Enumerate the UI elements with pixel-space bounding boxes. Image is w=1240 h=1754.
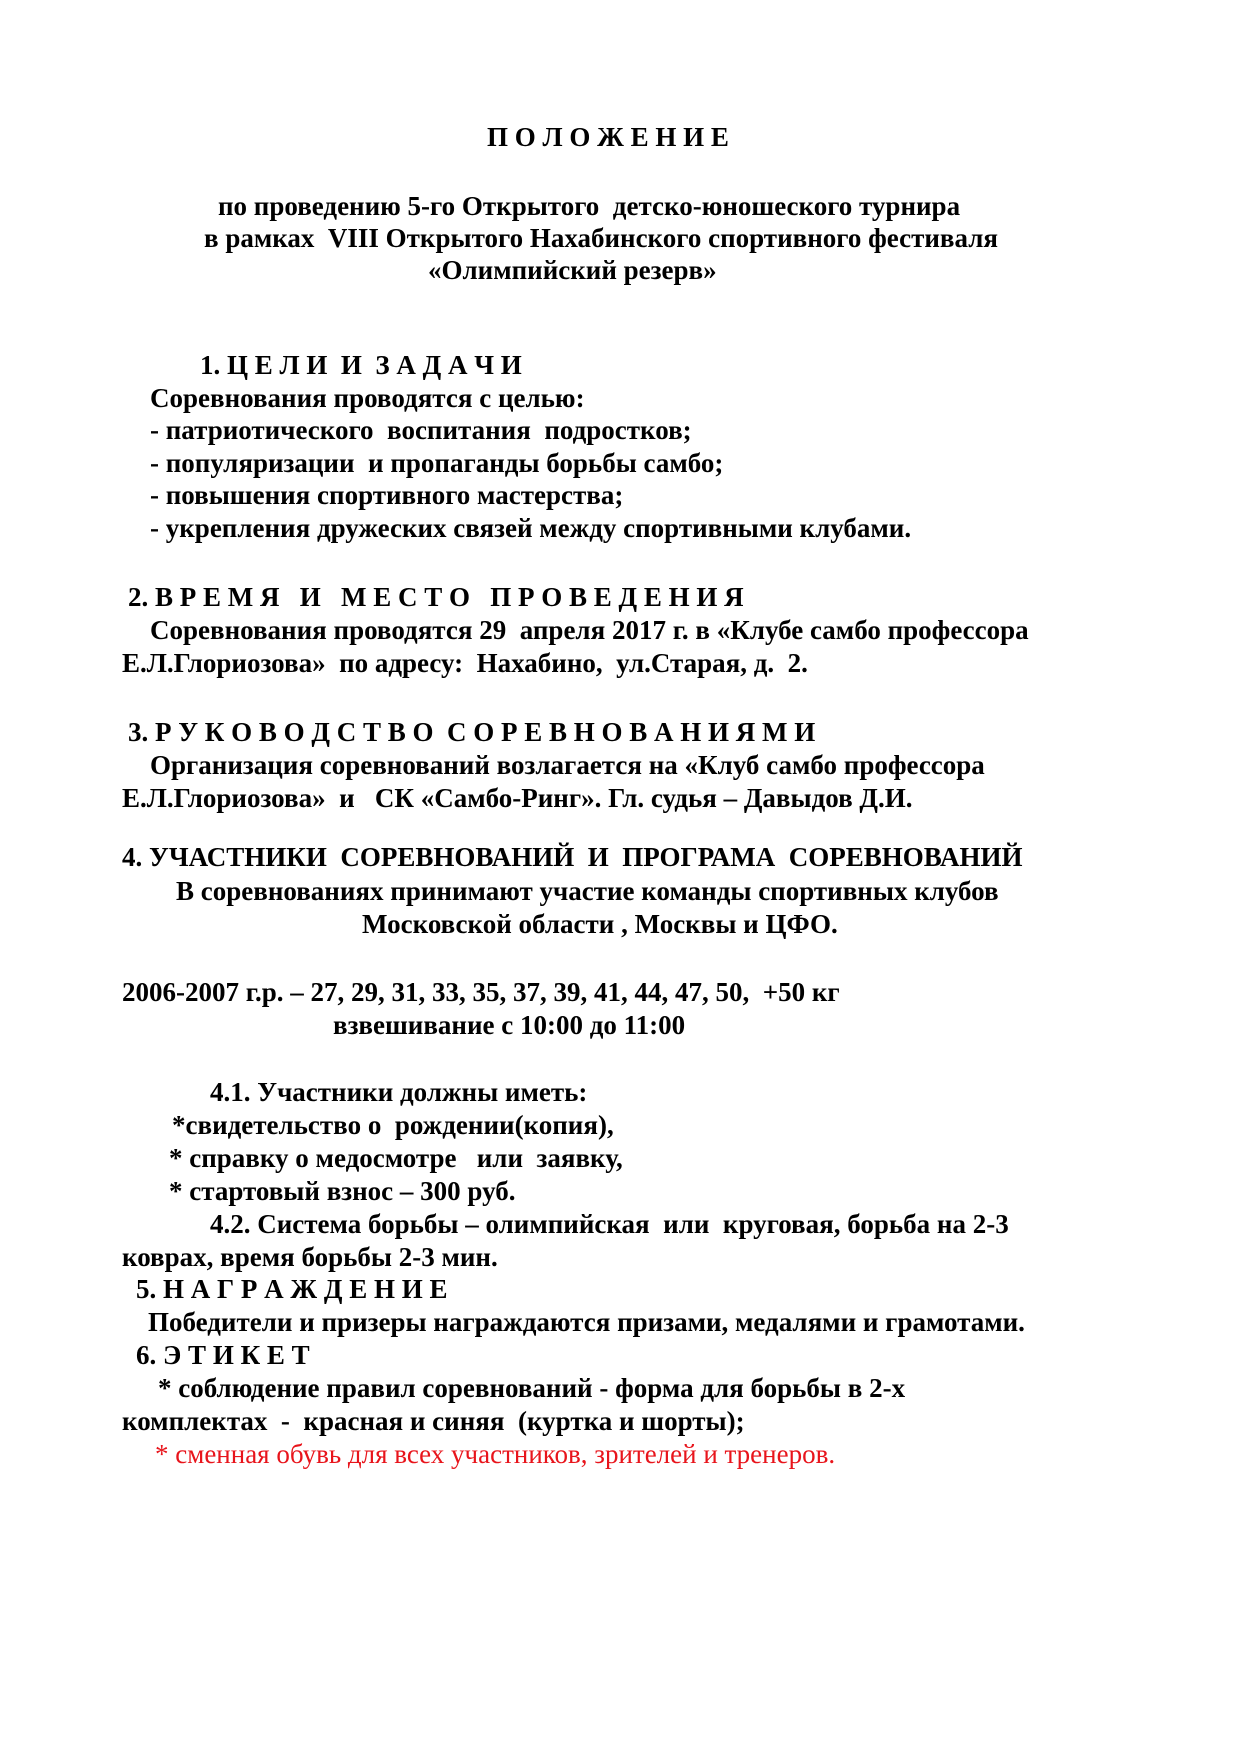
section-3-line: Организация соревнований возлагается на «Клуб самбо профессора [150,750,985,780]
section-2-line: Е.Л.Глориозова» по адресу: Нахабино, ул.Старая, д. 2. [122,648,808,678]
section-1-heading: 1. Ц Е Л И И З А Д А Ч И [200,350,522,380]
section-5-heading: 5. Н А Г Р А Ж Д Е Н И Е [136,1274,448,1304]
section-1-line: - укрепления дружеских связей между спортивными клубами. [150,513,912,543]
footwear-note: * сменная обувь для всех участников, зрителей и тренеров. [155,1439,836,1469]
section-3-line: Е.Л.Глориозова» и СК «Самбо-Ринг». Гл. судья – Давыдов Д.И. [122,783,913,813]
document-title: П О Л О Ж Е Н И Е [487,122,729,152]
subtitle-line-2: в рамках VIII Открытого Нахабинского спортивного фестиваля [204,223,998,253]
section-2-heading: 2. В Р Е М Я И М Е С Т О П Р О В Е Д Е Н И Я [128,582,744,612]
section-1-line: - патриотического воспитания подростков; [150,415,692,445]
section-6-heading: 6. Э Т И К Е Т [136,1340,310,1370]
section-5-line: Победители и призеры награждаются призами, медалями и грамотами. [148,1307,1025,1337]
section-6-line: комплектах - красная и синяя (куртка и шорты); [122,1406,745,1436]
program-weights: 2006-2007 г.р. – 27, 29, 31, 33, 35, 37, 39, 41, 44, 47, 50, +50 кг [122,977,840,1007]
section-3-heading: 3. Р У К О В О Д С Т В О С О Р Е В Н О В А Н И Я М И [128,717,816,747]
subsection-4-1-heading: 4.1. Участники должны иметь: [210,1077,588,1107]
section-4-heading: 4. УЧАСТНИКИ СОРЕВНОВАНИЙ И ПРОГРАМА СОРЕВНОВАНИЙ [122,842,1023,872]
requirement-item: *свидетельство о рождении(копия), [172,1110,614,1140]
section-2-line: Соревнования проводятся 29 апреля 2017 г. в «Клубе самбо профессора [150,615,1029,645]
subtitle-line-3: «Олимпийский резерв» [428,255,717,285]
section-6-line: * соблюдение правил соревнований - форма для борьбы в 2-х [158,1373,906,1403]
requirement-item: * справку о медосмотре или заявку, [169,1143,623,1173]
section-1-line: Соревнования проводятся с целью: [150,383,585,413]
subtitle-line-1: по проведению 5-го Открытого детско-юношеского турнира [218,191,961,221]
subsection-4-2-line: 4.2. Система борьбы – олимпийская или круговая, борьба на 2-3 [210,1209,1009,1239]
requirement-item: * стартовый взнос – 300 руб. [169,1176,516,1206]
weighing-time: взвешивание с 10:00 до 11:00 [333,1010,686,1040]
section-1-line: - популяризации и пропаганды борьбы самбо; [150,448,724,478]
subsection-4-2-line: коврах, время борьбы 2-3 мин. [122,1242,498,1272]
section-4-intro: Московской области , Москвы и ЦФО. [362,909,838,939]
section-4-intro: В соревнованиях принимают участие команды спортивных клубов [176,876,999,906]
section-1-line: - повышения спортивного мастерства; [150,480,624,510]
